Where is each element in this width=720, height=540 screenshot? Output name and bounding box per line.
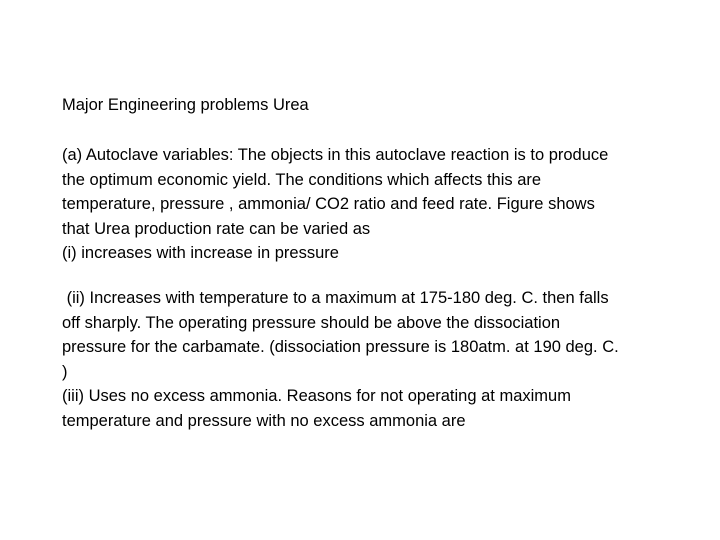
text-line: ): [62, 362, 68, 381]
page-title: [62, 93, 702, 118]
text-line: (i) increases with increase in pressure: [62, 244, 339, 262]
text-line: off sharply. The operating pressure should be above the dissociation: [62, 313, 561, 332]
paragraph-autoclave-variables: [62, 143, 702, 266]
text-line: that Urea production rate can be varied as: [62, 219, 371, 238]
paragraph-temperature-effects: [62, 286, 702, 433]
text-line: temperature and pressure with no excess ammonia are: [62, 411, 466, 430]
text-line: (iii) Uses no excess ammonia. Reasons for not operating at maximum: [62, 387, 571, 405]
text-line: (ii) Increases with temperature to a maximum at 175-180 deg. C. then falls: [62, 289, 609, 307]
text-line: temperature, pressure , ammonia/ CO2 ratio and feed rate. Figure shows: [62, 195, 595, 213]
text-line: the optimum economic yield. The conditions which affects this are: [62, 170, 542, 189]
text-line: (a) Autoclave variables: The objects in this autoclave reaction is to produce: [62, 146, 609, 164]
text-line: pressure for the carbamate. (dissociation pressure is 180atm. at 190 deg. C.: [62, 338, 619, 356]
title-text: Major Engineering problems Urea: [62, 96, 309, 114]
